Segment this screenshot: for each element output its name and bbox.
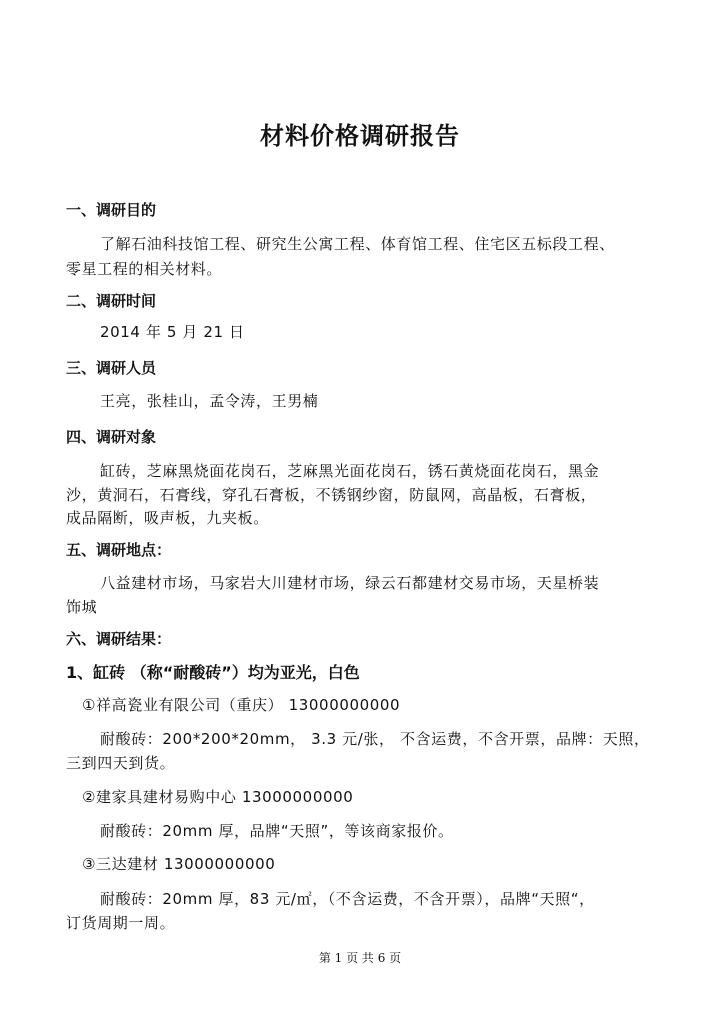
page-footer: 第 1 页 共 6 页 — [318, 951, 402, 965]
paragraph-line: 耐酸砖：20mm 厚，品牌“天照”，等该商家报价。 — [100, 822, 454, 840]
page-title: 材料价格调研报告 — [260, 122, 460, 150]
vendor-name: ③三达建材 13000000000 — [82, 855, 276, 873]
paragraph-line: 饰城 — [66, 598, 98, 616]
vendor-name: ①祥高瓷业有限公司（重庆） 13000000000 — [82, 696, 401, 714]
paragraph-line: 了解石油科技馆工程、研究生公寓工程、体育馆工程、住宅区五标段工程、 — [100, 235, 615, 253]
paragraph-line: 沙，黄洞石，石膏线，穿孔石膏板，不锈钢纱窗，防鼠网，高晶板，石膏板， — [66, 486, 597, 504]
vendor-name: ②建家具建材易购中心 13000000000 — [82, 788, 354, 806]
section-heading-location: 五、调研地点： — [66, 541, 172, 559]
paragraph-line: 订货周期一周。 — [66, 914, 176, 932]
paragraph-line: 三到四天到货。 — [66, 754, 176, 772]
result-heading: 1、缸砖 （称“耐酸砖”）均为亚光，白色 — [66, 663, 360, 682]
section-heading-time: 二、调研时间 — [66, 292, 157, 310]
section-heading-staff: 三、调研人员 — [66, 359, 157, 377]
section-heading-objects: 四、调研对象 — [66, 428, 157, 446]
paragraph-line: 缸砖，芝麻黑烧面花岗石，芝麻黑光面花岗石，锈石黄烧面花岗石，黑金 — [100, 462, 600, 480]
paragraph-line: 零星工程的相关材料。 — [66, 260, 223, 278]
paragraph-line: 成品隔断，吸声板，九夹板。 — [66, 509, 269, 527]
section-heading-results: 六、调研结果： — [66, 630, 172, 648]
paragraph-line: 2014 年 5 月 21 日 — [100, 323, 245, 341]
paragraph-line: 耐酸砖：20mm 厚，83 元/㎡，（不含运费，不含开票），品牌“天照“， — [100, 890, 595, 908]
section-heading-purpose: 一、调研目的 — [66, 201, 157, 219]
paragraph-line: 八益建材市场，马家岩大川建材市场，绿云石都建材交易市场，天星桥装 — [100, 574, 600, 592]
paragraph-line: 王亮，张桂山，孟令涛，王男楠 — [100, 392, 319, 410]
paragraph-line: 耐酸砖：200*200*20mm， 3.3 元/张， 不含运费，不含开票，品牌：天照， — [100, 730, 650, 748]
